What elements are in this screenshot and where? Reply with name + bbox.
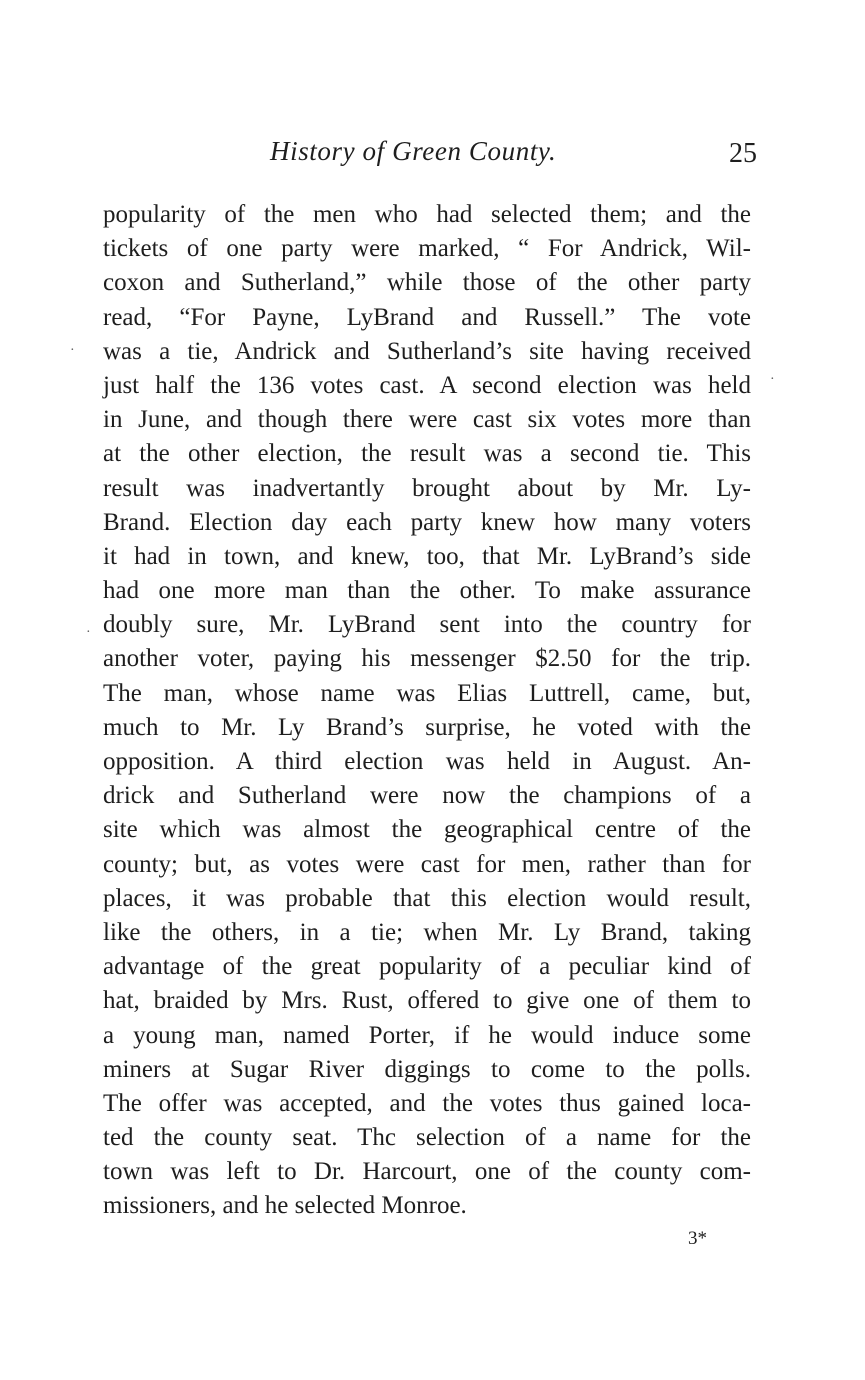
text-line: it had in town, and knew, too, that Mr. LyBrand’s side (103, 542, 751, 570)
page-number: 25 (729, 138, 757, 169)
text-line: just half the 136 votes cast. A second election was held (103, 371, 751, 399)
text-line: site which was almost the geographical centre of the (103, 816, 751, 844)
running-title: History of Green County. (270, 136, 557, 166)
print-speck: · (770, 372, 775, 387)
text-line: town was left to Dr. Harcourt, one of the county com- (103, 1158, 751, 1186)
text-line: at the other election, the result was a second tie. This (103, 440, 751, 468)
text-line: much to Mr. Ly Brand’s surprise, he voted with the (103, 713, 751, 741)
text-line: like the others, in a tie; when Mr. Ly Brand, taking (103, 918, 751, 946)
text-line: miners at Sugar River diggings to come to the polls. (103, 1055, 751, 1083)
text-line: drick and Sutherland were now the champions of a (103, 782, 751, 810)
text-line: hat, braided by Mrs. Rust, offered to give one of them to (103, 987, 751, 1015)
text-line: county; but, as votes were cast for men, rather than for (103, 850, 751, 878)
body-text (103, 198, 751, 1224)
text-line: The man, whose name was Elias Luttrell, came, but, (103, 679, 751, 707)
print-speck: · (70, 343, 75, 358)
text-line: popularity of the men who had selected them; and the (103, 201, 751, 228)
text-line: tickets of one party were marked, “ For Andrick, Wil- (103, 235, 751, 263)
text-line: opposition. A third election was held in August. An- (103, 748, 751, 775)
text-line: coxon and Sutherland,” while those of the other party (103, 269, 751, 297)
text-line: advantage of the great popularity of a peculiar kind of (103, 953, 751, 981)
text-line: in June, and though there were cast six votes more than (103, 406, 751, 434)
signature-mark: 3* (688, 1228, 707, 1249)
text-line: missioners, and he selected Monroe. (103, 1192, 467, 1220)
text-line: another voter, paying his messenger $2.50 for the trip. (103, 645, 751, 673)
text-line: result was inadvertantly brought about by Mr. Ly- (103, 474, 751, 502)
running-head (100, 136, 765, 176)
text-line: a young man, named Porter, if he would induce some (103, 1021, 751, 1049)
text-line: places, it was probable that this election would result, (103, 884, 751, 912)
text-line: read, “For Payne, LyBrand and Russell.” The vote (103, 303, 751, 331)
text-line: ted the county seat. Thc selection of a name for the (103, 1124, 751, 1152)
text-line: had one more man than the other. To make assurance (103, 577, 751, 605)
text-line: was a tie, Andrick and Sutherland’s site having received (103, 337, 751, 365)
text-line: doubly sure, Mr. LyBrand sent into the country for (103, 611, 751, 639)
print-speck: · (86, 625, 91, 640)
text-line: Brand. Election day each party knew how many voters (103, 508, 751, 536)
text-line: The offer was accepted, and the votes thus gained loca- (103, 1089, 751, 1117)
